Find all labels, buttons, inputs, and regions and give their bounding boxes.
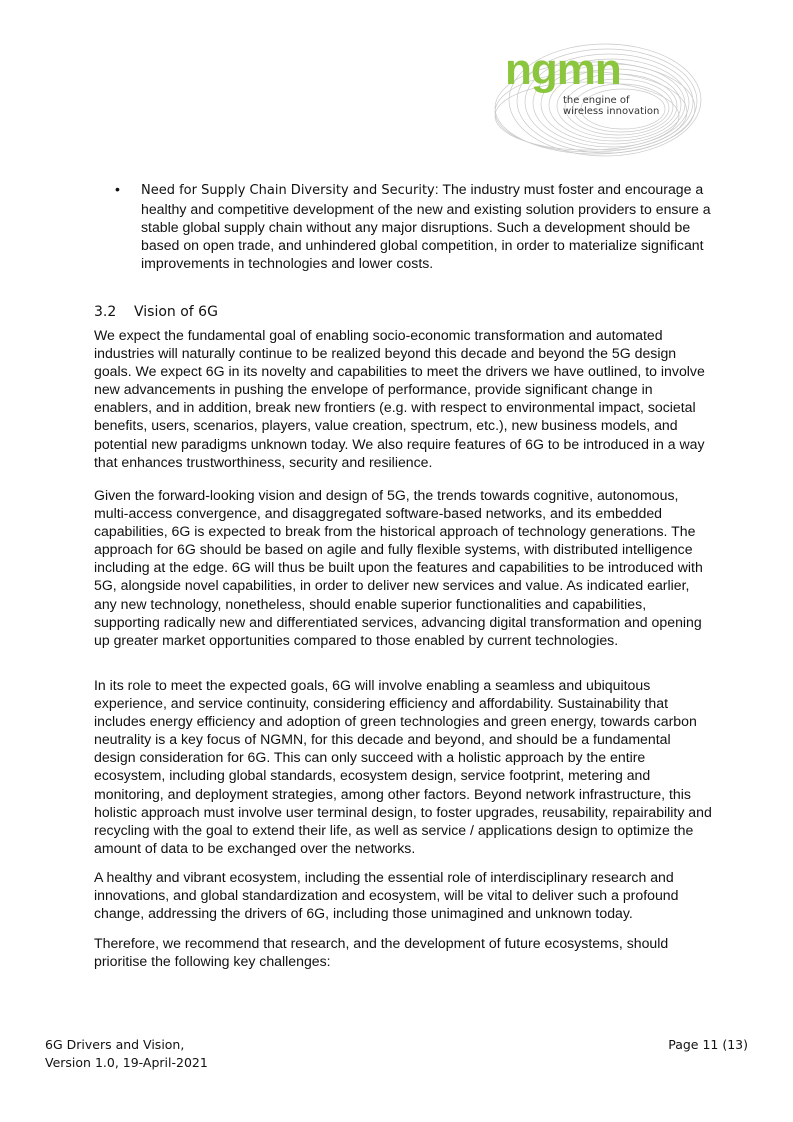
logo-tagline-line2: wireless innovation — [563, 106, 660, 117]
section-title: Vision of 6G — [134, 304, 218, 320]
paragraph-4: A healthy and vibrant ecosystem, including the essential role of interdisciplinary research and innovations, and global standardization and ecosystem, will be vital to deliver such a profound change, addressing the drivers of 6G, including those unimagined and unknown today. — [94, 869, 679, 922]
bullet-text — [141, 180, 721, 272]
footer-page-number: Page 11 (13) — [668, 1037, 748, 1052]
bullet-lead: Need for Supply Chain Diversity and Security — [141, 183, 435, 198]
footer-version: Version 1.0, 19-April-2021 — [45, 1055, 208, 1070]
ngmn-logo — [487, 38, 703, 160]
bullet-dot: • — [115, 181, 120, 197]
bullet-body: : The industry must foster and encourage a healthy and competitive development of the new and existing solution providers to ensure a stable global supply chain without any major disruptions. Such a development should be based on open trade, and unhindered global competition, in order to materialize significant improvements in technologies and lower costs. — [141, 181, 711, 272]
paragraph-1: We expect the fundamental goal of enabling socio-economic transformation and automated industries will naturally continue to be realized beyond this decade and beyond the 5G design goals. We expect 6G in its novelty and capabilities to meet the drivers we have outlined, to involve new advancements in pushing the envelope of performance, provide significant change in enablers, and in addition, break new frontiers (e.g. with respect to environmental impact, societal benefits, users, scenarios, players, value creation, spectrum, etc.), new business models, and potential new paradigms unknown today. We also require features of 6G to be introduced in a way that enhances trustworthiness, security and resilience. — [94, 327, 705, 470]
section-heading — [94, 304, 218, 320]
logo-tagline-line1: the engine of — [563, 95, 630, 106]
paragraph-2: Given the forward-looking vision and design of 5G, the trends towards cognitive, autonomous, multi-access convergence, and disaggregated software-based networks, and its embedded capabilities, 6G is expected to break from the historical approach of technology generations. The approach for 6G should be based on agile and fully flexible systems, with distributed intelligence including at the edge. 6G will thus be built upon the features and capabilities to be introduced with 5G, alongside novel capabilities, in order to deliver new services and value. As indicated earlier, any new technology, nonetheless, should enable superior functionalities and capabilities, supporting radically new and differentiated services, advancing digital transformation and opening up greater market opportunities compared to those enabled by current technologies. — [94, 487, 703, 648]
footer-doc-title: 6G Drivers and Vision, — [45, 1037, 185, 1052]
footer-left — [45, 1036, 208, 1072]
logo-wordmark: ngmn — [505, 45, 621, 94]
section-number: 3.2 — [94, 304, 117, 320]
paragraph-5: Therefore, we recommend that research, and the development of future ecosystems, should prioritise the following key challenges: — [94, 935, 669, 970]
paragraph-3: In its role to meet the expected goals, 6G will involve enabling a seamless and ubiquitous experience, and service continuity, considering efficiency and affordability. Sustainability that includes energy efficiency and adoption of green technologies and green energy, towards carbon neutrality is a key focus of NGMN, for this decade and beyond, and should be a fundamental design consideration for 6G. This can only succeed with a holistic approach by the entire ecosystem, including global standards, ecosystem design, service footprint, metering and monitoring, and deployment strategies, among other factors. Beyond network infrastructure, this holistic approach must involve user terminal design, to foster upgrades, reusability, repairability and recycling with the goal to extend their life, as well as service / applications design to optimize the amount of data to be exchanged over the networks. — [94, 677, 712, 856]
